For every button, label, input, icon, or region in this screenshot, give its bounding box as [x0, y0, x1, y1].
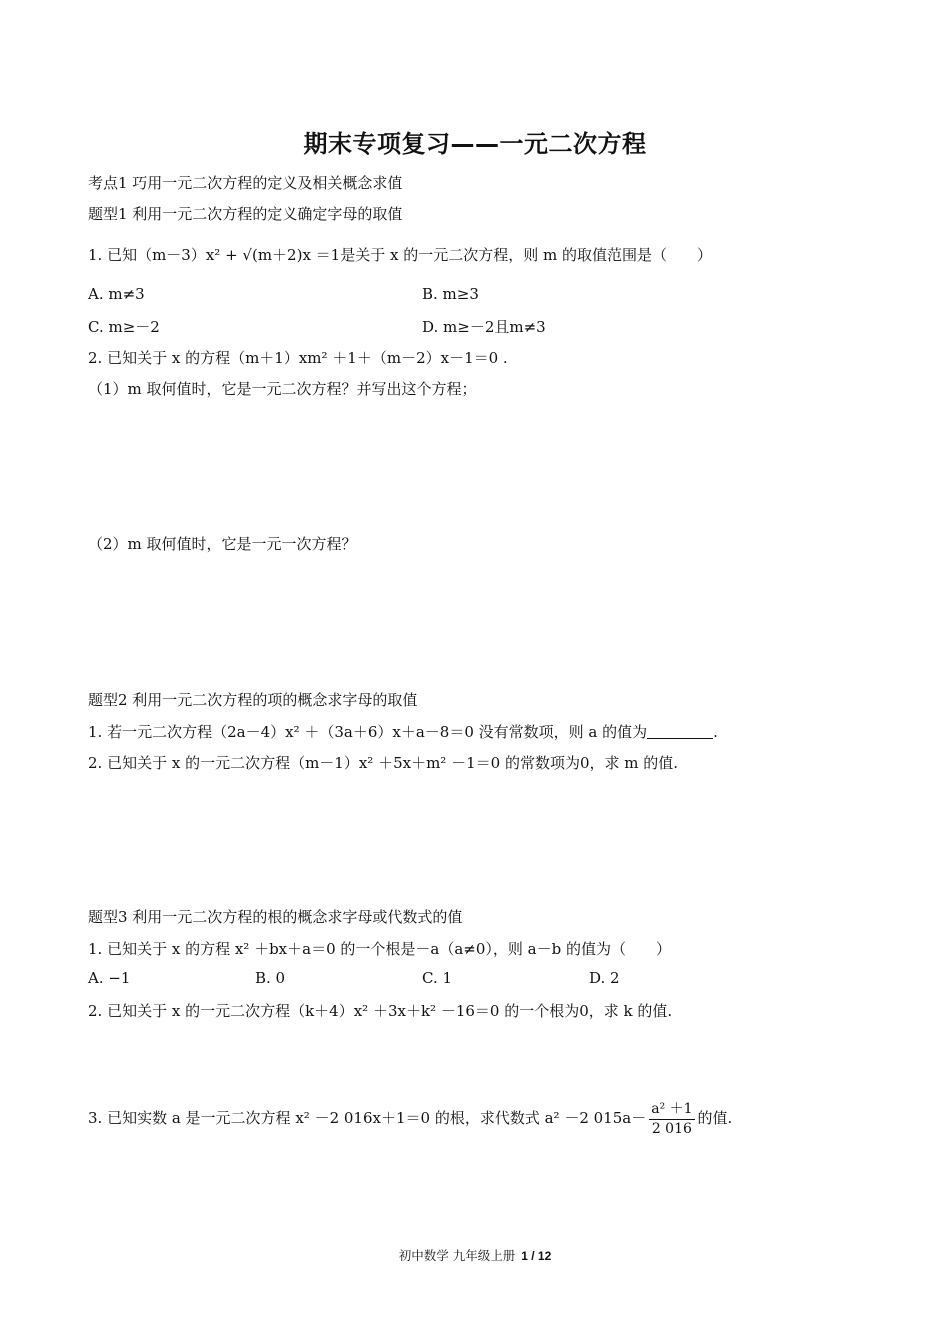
tixing2-question-1 — [88, 721, 718, 742]
tixing2-heading: 题型2 利用一元二次方程的项的概念求字母的取值 — [88, 691, 418, 709]
tixing3-q1-option-b: B. 0 — [255, 969, 286, 987]
fraction-denominator: 2 016 — [651, 1121, 692, 1137]
tixing3-q1-option-a: A. −1 — [88, 969, 131, 987]
footer-text: 初中数学 九年级上册 — [398, 1248, 516, 1263]
page-footer — [0, 1246, 950, 1264]
page-number: 1 / 12 — [521, 1249, 552, 1263]
tixing1-heading: 题型1 利用一元二次方程的定义确定字母的取值 — [88, 205, 403, 223]
tixing3-question-1: 1. 已知关于 x 的方程 x² ＋bx＋a＝0 的一个根是－a（a≠0），则 a－b 的值为（ ） — [88, 940, 671, 958]
tixing1-q1-option-a: A. m≠3 — [88, 285, 145, 303]
fraction — [649, 1098, 694, 1137]
tixing3-heading: 题型3 利用一元二次方程的根的概念求字母或代数式的值 — [88, 908, 463, 926]
tixing2-question-2: 2. 已知关于 x 的一元二次方程（m－1）x² ＋5x＋m² －1＝0 的常数项为0，求 m 的值. — [88, 754, 679, 772]
tixing2-q1-end: . — [713, 723, 718, 741]
fraction-numerator: a² ＋1 — [651, 1101, 693, 1117]
tixing1-q1-option-b: B. m≥3 — [422, 285, 479, 303]
tixing3-q1-option-c: C. 1 — [422, 969, 453, 987]
tixing3-question-2: 2. 已知关于 x 的一元二次方程（k＋4）x² ＋3x＋k² －16＝0 的一个根为0，求 k 的值. — [88, 1002, 673, 1020]
tixing1-question-1: 1. 已知（m－3）x² + √(m＋2)x ＝1是关于 x 的一元二次方程，则 m 的取值范围是（ ） — [88, 246, 712, 264]
tixing3-q3-end: 的值. — [697, 1109, 733, 1127]
kaodian-heading: 考点1 巧用一元二次方程的定义及相关概念求值 — [88, 174, 403, 192]
tixing3-question-3 — [88, 1098, 732, 1137]
tixing3-q1-option-d: D. 2 — [589, 969, 620, 987]
page-title: 期末专项复习——一元二次方程 — [303, 130, 647, 158]
tixing1-q2-part1: （1）m 取何值时，它是一元二次方程？并写出这个方程； — [88, 380, 477, 398]
tixing1-q1-option-c: C. m≥－2 — [88, 318, 160, 336]
tixing2-q1-text: 1. 若一元二次方程（2a－4）x² ＋（3a＋6）x＋a－8＝0 没有常数项，则 a 的值为 — [88, 723, 648, 741]
tixing3-q3-text: 3. 已知实数 a 是一元二次方程 x² －2 016x＋1＝0 的根，求代数式 a² －2 015a－ — [88, 1109, 647, 1127]
answer-blank — [647, 724, 713, 739]
tixing1-q2-part2: （2）m 取何值时，它是一元一次方程？ — [88, 535, 357, 553]
tixing1-question-2: 2. 已知关于 x 的方程（m＋1）xm² ＋1＋（m－2）x－1＝0 . — [88, 349, 508, 367]
tixing1-q1-option-d: D. m≥－2且m≠3 — [422, 318, 546, 336]
